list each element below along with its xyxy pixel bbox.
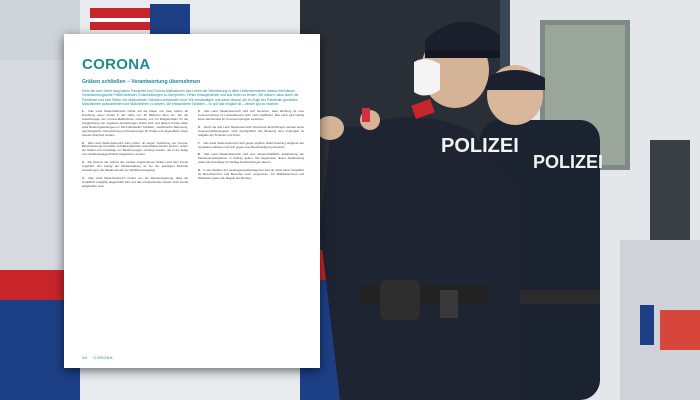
paragraph-number: 5. xyxy=(198,109,201,114)
paragraph-number: 4. xyxy=(82,175,85,180)
footer-label: CORONA xyxy=(93,355,113,360)
paragraph xyxy=(198,110,304,122)
document-column-right xyxy=(198,110,304,192)
paragraph-text: Die Summe der seitens des Landes eingehobenen Strafen wird dem Fonds zugeführt. Ein Antrag auf Rückerstattung ist bei der jeweiligen Behörde einzubringen; die Details werden per Richtlinie festgelegt. xyxy=(82,160,188,172)
paragraph xyxy=(198,153,304,165)
vest-label-front: POLIZEI xyxy=(441,135,519,157)
paragraph-number: 3. xyxy=(82,160,85,165)
paragraph-text: Durch die das Land Niederösterreich finanzierte Einrichtungen werden keine Corona-Impfkampagnen mehr durchgeführt. Die Beratung über Impfungen ist Aufgabe der Ärztinnen und Ärzte. xyxy=(198,124,304,137)
document-columns xyxy=(82,110,304,192)
paragraph xyxy=(82,142,188,158)
paragraph-number: 7. xyxy=(198,140,201,145)
paragraph-text: Das Land Niederösterreich richtet auf die Dauer von zwei Jahren ab Errichtung einen Fonds in der Höhe von 30 Millionen Euro ein, der die Auswirkungen der Corona-Maßnahmen erwiesen und mit Budgetmitteln für die Ausgleichung von negativen Auswirkungen dotiert wird. Aus diesem Fonds sollen etwa Beratungsleistungen im Fall individueller Schäden, medizinische Betreuung, psychologische Unterstützung und Förderungen für Kinder und Jugendliche sowie Vereine finanziert werden. xyxy=(82,109,188,137)
paragraph xyxy=(82,161,188,173)
paragraph xyxy=(198,169,304,181)
document-subtitle: Gräben schließen – Verantwortung übernehmen xyxy=(82,79,201,85)
document-intro: Mehr als zwei Jahre lang haben Pandemie und Corona-Maßnahmen das Leben der Bevölkerung in allen Lebensbereichen massiv beeinflusst. Verantwortungsvolle Politik bedeutet, Entscheidungen zu überprüfen, Fehler einzugestehen und aus ihnen zu lernen. Wir wissen, dass durch die Pandemie und eine Reihe von Maßnahmen Schäden entstanden sind. Wir verständigen uns daher darauf, die im Zuge der Pandemie gesetzten Maßnahmen aufzuarbeiten und Maßnahmen zu setzen, die entstandene Schäden – so gut das möglich ist – wieder gut zu machen. xyxy=(82,89,299,106)
paragraph-number: 6. xyxy=(198,124,201,129)
paragraph-text: Das Land Niederösterreich fordert von der Bundesregierung, dass die Impfpflicht endgültig abgeschafft wird und das entsprechende Gesetz auch formal aufgehoben wird. xyxy=(82,175,188,188)
paragraph-number: 2. xyxy=(82,140,85,145)
paragraph-number: 1. xyxy=(82,109,85,114)
paragraph-text: Das Land Niederösterreich wird eine wissenschaftliche Aufarbeitung der Pandemiemaßnahmen in Auftrag geben. Die Ergebnisse dieser Aufarbeitung sollen als Grundlage für künftige Entscheidungen dienen. xyxy=(198,152,304,165)
document-footer xyxy=(82,355,118,360)
paragraph xyxy=(82,110,188,137)
paragraph xyxy=(198,126,304,138)
document-title: CORONA xyxy=(82,56,151,73)
paragraph-text: Das Land Niederösterreich wird prüfen, ob wegen Verletzung von Corona-Beschränkungen bezahlte Verwaltungsstrafen rückerstattet werden können, sofern die Strafen auf Grundlage von Bestimmungen verhängt wurden, die in der Folge vom Verfassungsgerichtshof aufgehoben wurden. xyxy=(82,140,188,157)
paragraph xyxy=(198,142,304,150)
document-column-left xyxy=(82,110,188,192)
document-page xyxy=(64,34,320,368)
page-number: 38 xyxy=(82,355,88,360)
vest-label-rear: POLIZEI xyxy=(533,152,604,172)
paragraph-text: Das Land Niederösterreich wird sich bemühen, dass Werbung für eine Corona-Impfung im Landesbereich nicht mehr stattfindet. Das Land wird künftig keine Werbemittel für Corona-Impfungen einsetzen. xyxy=(198,109,304,121)
paragraph-text: Das Land Niederösterreich wird gegen jegliche Diskriminierung aufgrund des Impfstatus auftreten und sich gegen eine Benachteiligung einsetzen. xyxy=(198,140,304,149)
paragraph xyxy=(82,177,188,189)
paragraph-number: 8. xyxy=(198,152,201,157)
paragraph-number: 9. xyxy=(198,168,201,173)
paragraph-text: In den Kliniken der Landesgesundheitsagentur wird ab sofort keine Testpflicht für Besucherinnen und Besucher mehr vorgesehen. Für Mitarbeiterinnen und Mitarbeiter gelten die Regeln des Bundes. xyxy=(198,168,305,180)
